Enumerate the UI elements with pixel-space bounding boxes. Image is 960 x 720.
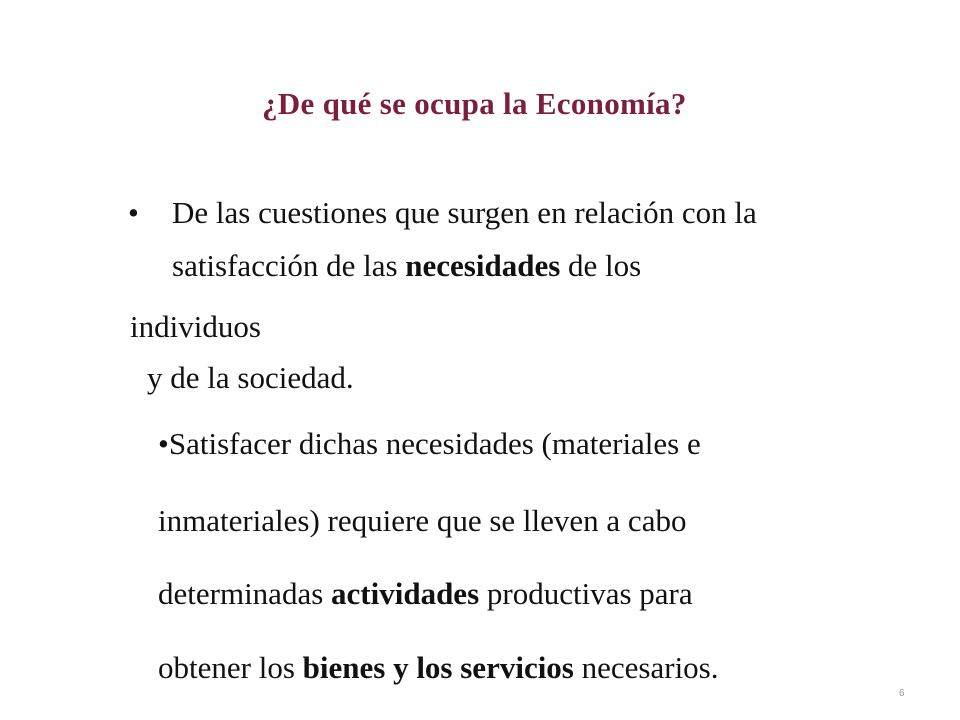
bullet2-line3 bbox=[158, 578, 693, 609]
slide-title: ¿De qué se ocupa la Economía? bbox=[262, 86, 687, 121]
bullet2-line2: inmateriales) requiere que se lleven a cabo bbox=[158, 503, 687, 538]
bullet1-line3: individuos bbox=[130, 309, 261, 344]
page-number: 6 bbox=[899, 688, 905, 699]
keyword-bienes-servicios: bienes y los servicios bbox=[302, 650, 574, 685]
bullet1-line2-tail: de los bbox=[560, 248, 642, 283]
keyword-necesidades: necesidades bbox=[405, 248, 561, 283]
bullet1-line2 bbox=[172, 250, 641, 281]
keyword-actividades: actividades bbox=[331, 576, 480, 611]
bullet2-line3-tail: productivas para bbox=[479, 576, 693, 611]
bullet2-line4-tail: necesarios. bbox=[573, 650, 719, 685]
bullet1-line1: De las cuestiones que surgen en relación con la bbox=[172, 195, 757, 230]
bullet1-line4: y de la sociedad. bbox=[147, 360, 354, 395]
bullet1-line2-text: satisfacción de las bbox=[172, 248, 406, 283]
bullet2-line4 bbox=[158, 652, 719, 683]
bullet2-line1: •Satisfacer dichas necesidades (materiales e bbox=[158, 426, 701, 461]
bullet2-line4-text: obtener los bbox=[158, 650, 303, 685]
bullet-marker: • bbox=[128, 195, 139, 230]
bullet2-line3-text: determinadas bbox=[158, 576, 332, 611]
